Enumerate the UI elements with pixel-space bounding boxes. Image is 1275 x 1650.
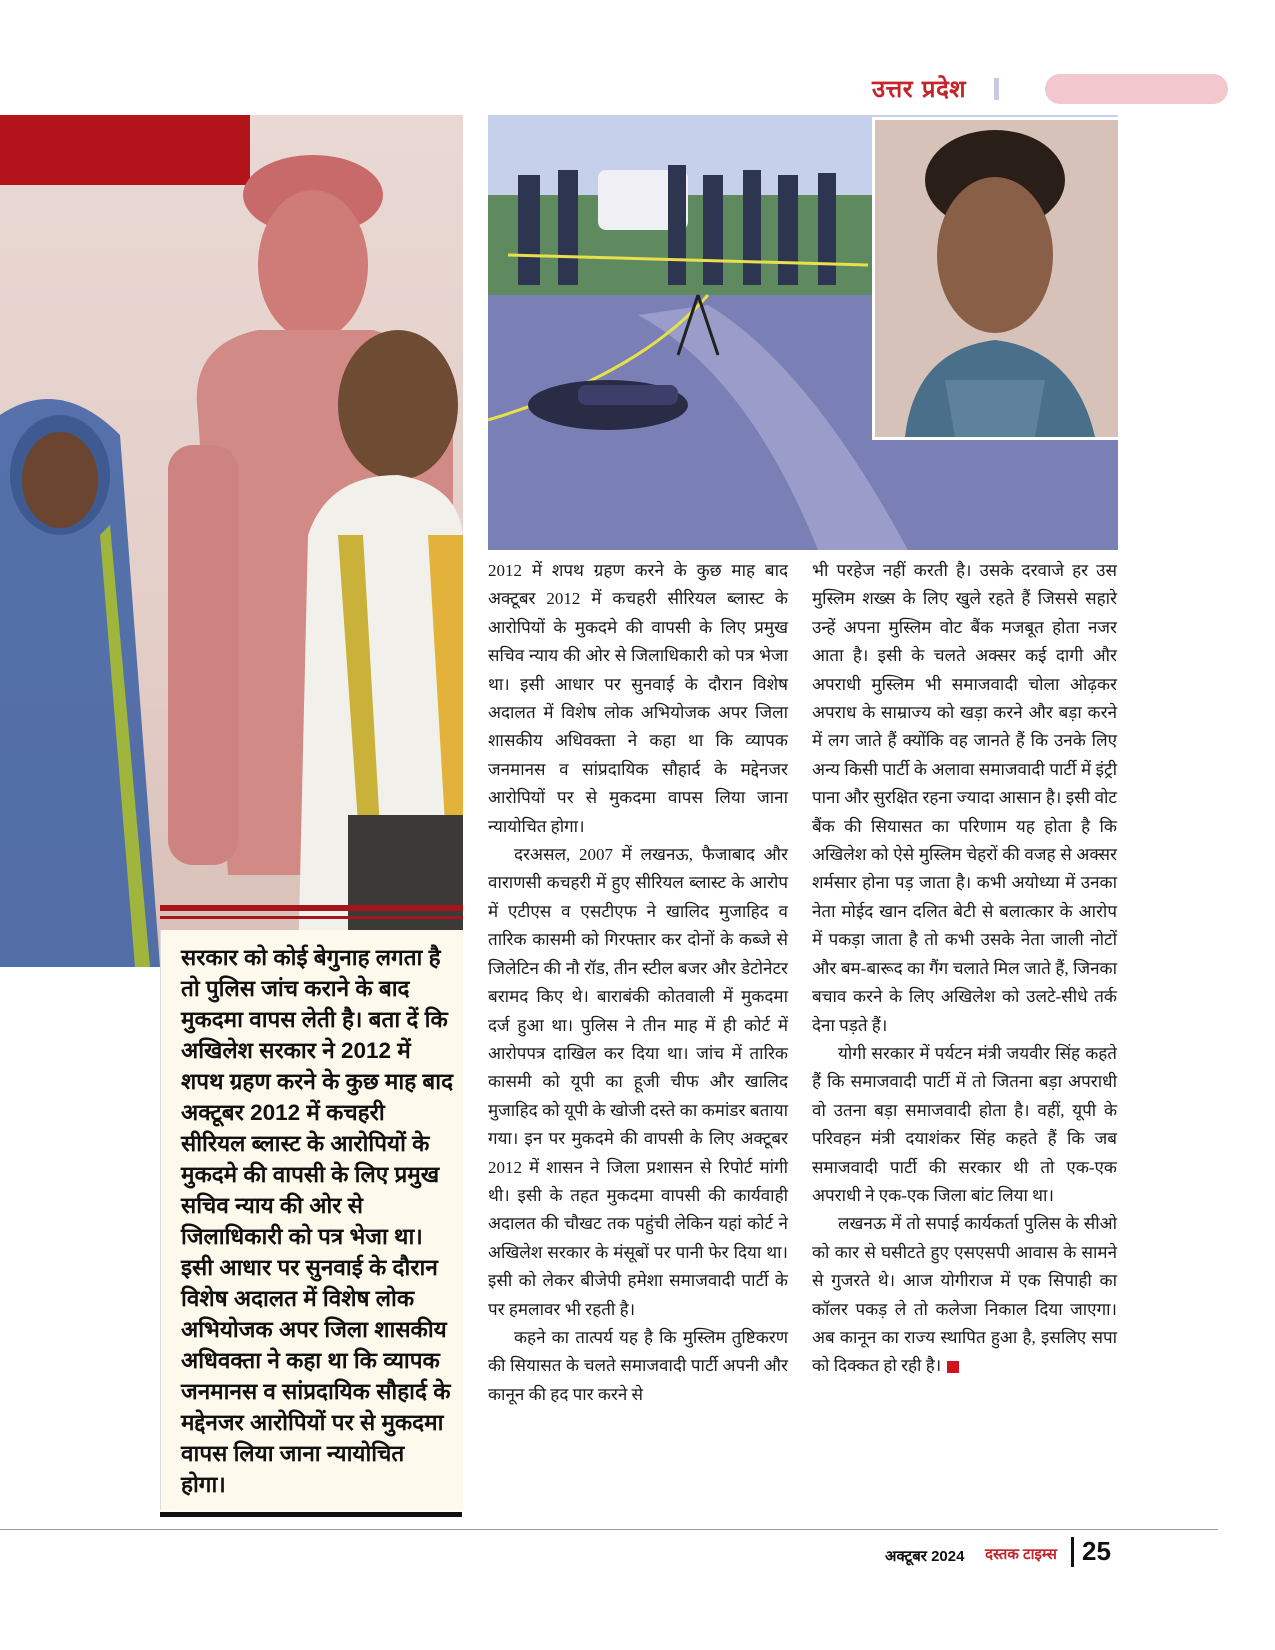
decorative-strip: [160, 905, 463, 911]
photo-statue-people-icon: [128, 115, 463, 967]
pull-quote-box: [160, 930, 463, 1510]
suspect-portrait: [872, 117, 1118, 440]
article-paragraph-last: [812, 1210, 1117, 1380]
portrait-icon: [875, 120, 1118, 437]
article-paragraph: योगी सरकार में पर्यटन मंत्री जयवीर सिंह कहते हैं कि समाजवादी पार्टी में तो जितना बड़ा अपराधी वो उतना बड़ा समाजवादी होता है। वहीं, यूपी के परिवहन मंत्री दयाशंकर सिंह कहते हैं कि जब समाजवादी पार्टी की सरकार थी तो एक-एक अपराधी ने एक-एक जिला बांट लिया था।: [812, 1043, 1117, 1205]
footer-rule: [0, 1529, 1218, 1530]
photo-left: [0, 115, 463, 967]
section-header: [872, 72, 999, 105]
footer-separator: [1071, 1537, 1074, 1567]
decorative-strip-thin: [160, 916, 463, 919]
article-paragraph: 2012 में शपथ ग्रहण करने के कुछ माह बाद अक्टूबर 2012 में कचहरी सीरियल ब्लास्ट के आरोपियों के मुकदमे की वापसी के लिए प्रमुख सचिव न्याय की ओर से जिलाधिकारी को पत्र भेजा था। इसी आधार पर सुनवाई के दौरान विशेष अदालत में विशेष लोक अभियोजक अपर जिला शासकीय अधिवक्ता ने कहा था कि व्यापक जनमानस व सांप्रदायिक सौहार्द के मद्देनजर आरोपियों पर से मुकदमा वापस लिया जाना न्यायोचित होगा।: [488, 561, 788, 836]
section-title: उत्तर प्रदेश: [872, 75, 967, 103]
end-mark-icon: [947, 1361, 959, 1373]
footer-date: अक्टूबर 2024: [885, 1548, 965, 1565]
page-number: 25: [1082, 1536, 1111, 1566]
article-paragraph: कहने का तात्पर्य यह है कि मुस्लिम तुष्टिकरण की सियासत के चलते समाजवादी पार्टी अपनी और कानून की हद पार करने से: [488, 1327, 788, 1404]
footer-brand: दस्तक टाइम्स: [985, 1546, 1057, 1563]
article-paragraph: दरअसल, 2007 में लखनऊ, फैजाबाद और वाराणसी कचहरी में हुए सीरियल ब्लास्ट के आरोप में एटीएस व एसटीएफ ने खालिद मुजाहिद व तारिक कासमी को गिरफ्तार कर दोनों के कब्जे से जिलेटिन की नौ रॉड, तीन स्टील बजर और डेटोनेटर बरामद किए थे। बाराबंकी कोतवाली में मुकदमा दर्ज हुआ था। पुलिस ने तीन माह में ही कोर्ट में आरोपपत्र दाखिल कर दिया था। जांच में तारिक कासमी को यूपी का हूजी चीफ और खालिद मुजाहिद को यूपी के खोजी दस्ते का कमांडर बताया गया। इन पर मुकदमे की वापसी के लिए अक्टूबर 2012 में शासन ने जिला प्रशासन से रिपोर्ट मांगी थी। इसी के तहत मुकदमा वापसी की कार्यवाही अदालत की चौखट तक पहुंची लेकिन यहां कोर्ट ने अखिलेश सरकार के मंसूबों पर पानी फेर दिया था। इसी को लेकर बीजेपी हमेशा समाजवादी पार्टी के पर हमलावर भी रहती है।: [488, 845, 788, 1319]
woman-figure-icon: [0, 385, 170, 967]
article-paragraph-text: लखनऊ में तो सपाई कार्यकर्ता पुलिस के सीओ को कार से घसीटते हुए एसएसपी आवास के सामने से गुजरते थे। आज योगीराज में एक सिपाही का कॉलर पकड़ ले तो कलेजा निकाल दिया जाएगा। अब कानून का राज्य स्थापित हुआ है, इसलिए सपा को दिक्कत हो रही है।: [812, 1214, 1117, 1376]
photo-right: [488, 115, 1118, 550]
pull-quote-text: सरकार को कोई बेगुनाह लगता है तो पुलिस जांच कराने के बाद मुकदमा वापस लेती है। बता दें कि अखिलेश सरकार ने 2012 में शपथ ग्रहण करने के कुछ माह बाद अक्टूबर 2012 में कचहरी सीरियल ब्लास्ट के आरोपियों के मुकदमे की वापसी के लिए प्रमुख सचिव न्याय की ओर से जिलाधिकारी को पत्र भेजा था। इसी आधार पर सुनवाई के दौरान विशेष अदालत में विशेष लोक अभियोजक अपर जिला शासकीय अधिवक्ता ने कहा था कि व्यापक जनमानस व सांप्रदायिक सौहार्द के मद्देनजर आरोपियों पर से मुकदमा वापस लिया जाना न्यायोचित होगा।: [181, 945, 454, 1497]
article-column-2: [812, 557, 1117, 1381]
section-pill-decoration: [1045, 74, 1228, 104]
section-divider: [994, 78, 999, 100]
article-paragraph: भी परहेज नहीं करती है। उसके दरवाजे हर उस मुस्लिम शख्स के लिए खुले रहते हैं जिससे सहारे उन्हें अपना मुस्लिम वोट बैंक मजबूत होता नजर आता है। इसी के चलते अक्सर कई दागी और अपराधी मुस्लिम भी समाजवादी चोला ओढ़कर अपराध के साम्राज्य को खड़ा करने और बड़ा करने में लग जाते हैं क्योंकि वह जानते हैं कि उनके लिए अन्य किसी पार्टी के अलावा समाजवादी पार्टी में इंट्री पाना और सुरक्षित रहना ज्यादा आसान है। इसी वोट बैंक की सियासत का परिणाम यह होता है कि अखिलेश को ऐसे मुस्लिम चेहरों की वजह से अक्सर शर्मसार होना पड़ जाता है। कभी अयोध्या में उनका नेता मोईद खान दलित बेटी से बलात्कार के आरोप में पकड़ा जाता है तो कभी उसके नेता जाली नोटों और बम-बारूद का गैंग चलाते मिल जाते हैं, जिनका बचाव करने के लिए अखिलेश को उलटे-सीधे तर्क देना पड़ते हैं।: [812, 561, 1117, 1035]
pull-quote-rule: [160, 1512, 462, 1517]
article-column-1: [488, 557, 788, 1409]
